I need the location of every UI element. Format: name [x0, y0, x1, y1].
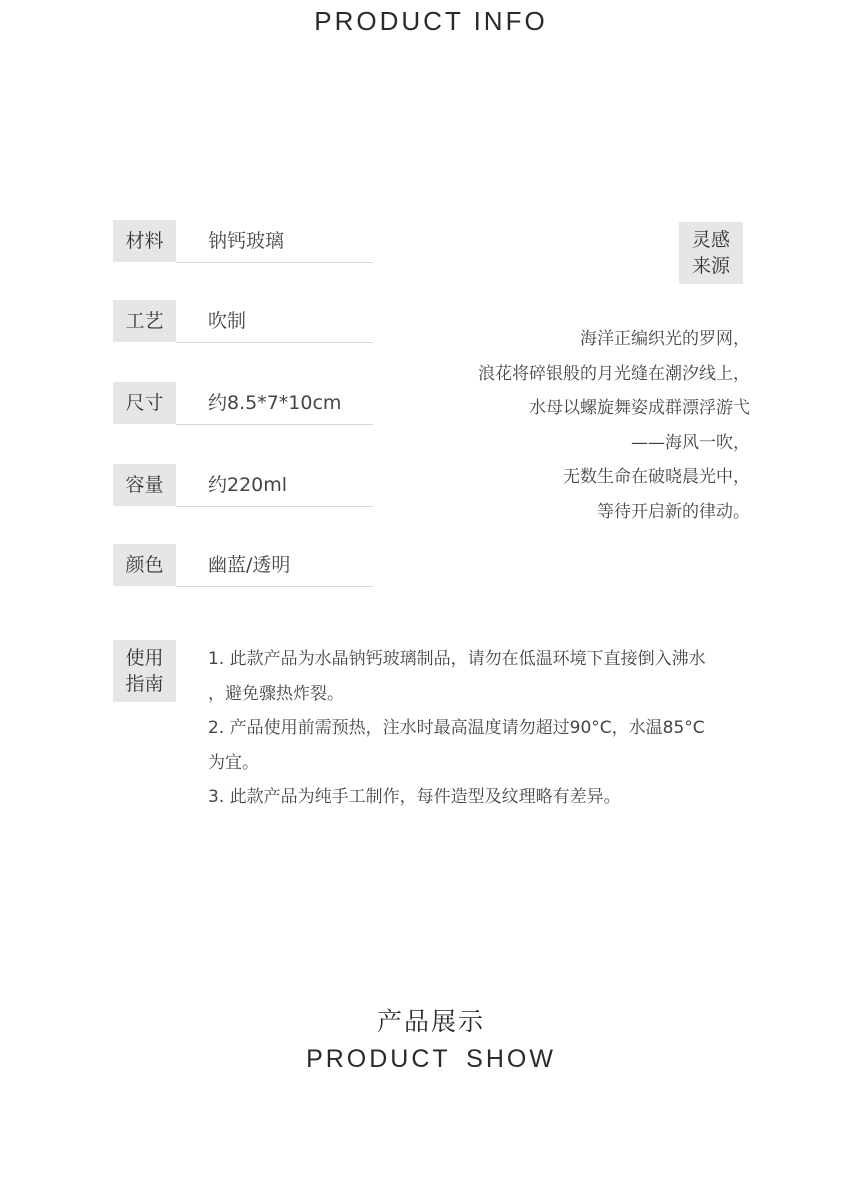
spec-label: 颜色 — [113, 544, 176, 586]
spec-value: 吹制 — [208, 310, 247, 332]
spec-label: 工艺 — [113, 300, 176, 342]
inspiration-label-line: 来源 — [691, 255, 730, 277]
product-show-title-cn: 产品展示 — [376, 1007, 485, 1036]
poem-line: 浪花将碎银般的月光缝在潮汐线上， — [478, 363, 750, 384]
poem-line: 水母以螺旋舞姿成群漂浮游弋 — [529, 398, 750, 419]
usage-line: 2. 产品使用前需预热，注水时最高温度请勿超过90°C，水温85°C — [208, 718, 705, 738]
poem-line: ——海风一吹， — [631, 432, 750, 453]
page-title: PRODUCT INFO — [314, 6, 548, 36]
inspiration-poem — [330, 322, 750, 530]
product-show-title-en: PRODUCT SHOW — [306, 1045, 556, 1073]
spec-label: 材料 — [113, 220, 176, 262]
spec-value: 约8.5*7*10cm — [208, 392, 342, 414]
inspiration-label-line: 灵感 — [691, 229, 730, 251]
usage-line: 1. 此款产品为水晶钠钙玻璃制品，请勿在低温环境下直接倒入沸水 — [208, 649, 706, 669]
poem-line: 无数生命在破晓晨光中， — [563, 467, 750, 488]
usage-line: 3. 此款产品为纯手工制作，每件造型及纹理略有差异。 — [208, 787, 621, 807]
divider — [176, 262, 373, 263]
usage-line: 为宜。 — [208, 752, 259, 773]
usage-label-line: 使用 — [125, 647, 164, 669]
usage-label-line: 指南 — [125, 673, 164, 695]
poem-line: 海洋正编织光的罗网， — [580, 329, 750, 349]
usage-guide-text — [208, 642, 748, 815]
spec-row-material — [113, 220, 373, 262]
divider — [176, 586, 373, 587]
usage-guide-label — [113, 640, 176, 702]
spec-value: 幽蓝/透明 — [208, 554, 291, 576]
spec-value: 约220ml — [208, 474, 288, 496]
spec-value: 钠钙玻璃 — [208, 230, 285, 252]
poem-line: 等待开启新的律动。 — [597, 501, 750, 522]
inspiration-label — [679, 222, 743, 284]
spec-row-color — [113, 544, 373, 586]
spec-label: 容量 — [113, 464, 176, 506]
usage-line: ，避免骤热炸裂。 — [208, 683, 344, 704]
spec-label: 尺寸 — [113, 382, 176, 424]
